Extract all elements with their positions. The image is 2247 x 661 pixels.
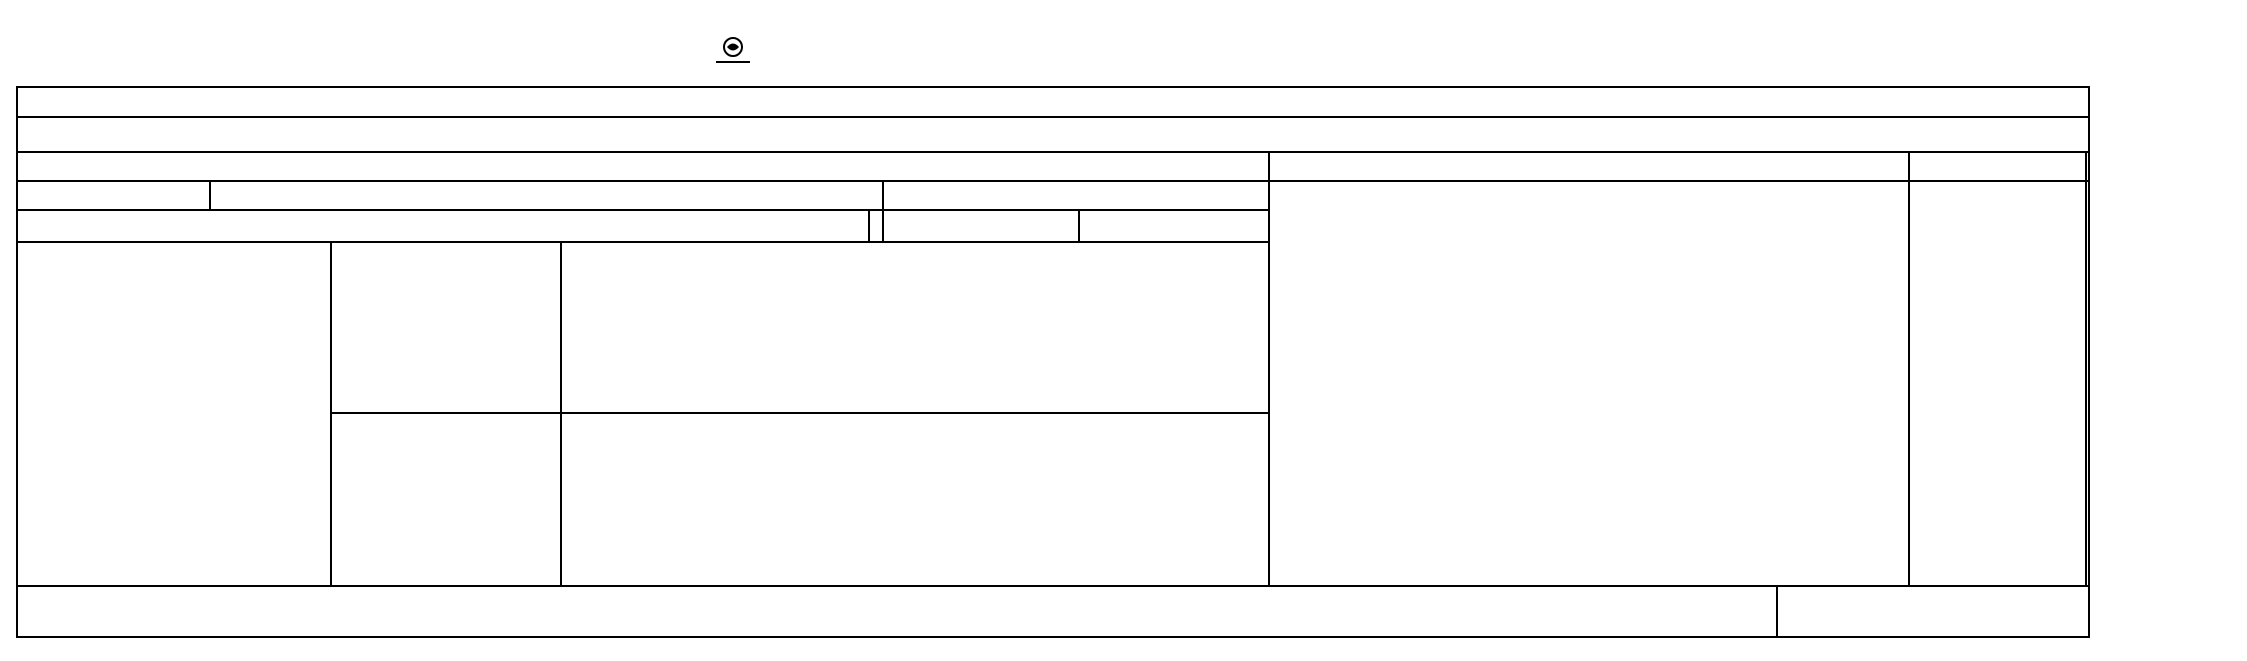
form-frame	[16, 86, 2090, 638]
barcode	[1298, 22, 1930, 78]
footer-guia	[1776, 587, 2085, 638]
certipostal-logo	[708, 34, 758, 78]
